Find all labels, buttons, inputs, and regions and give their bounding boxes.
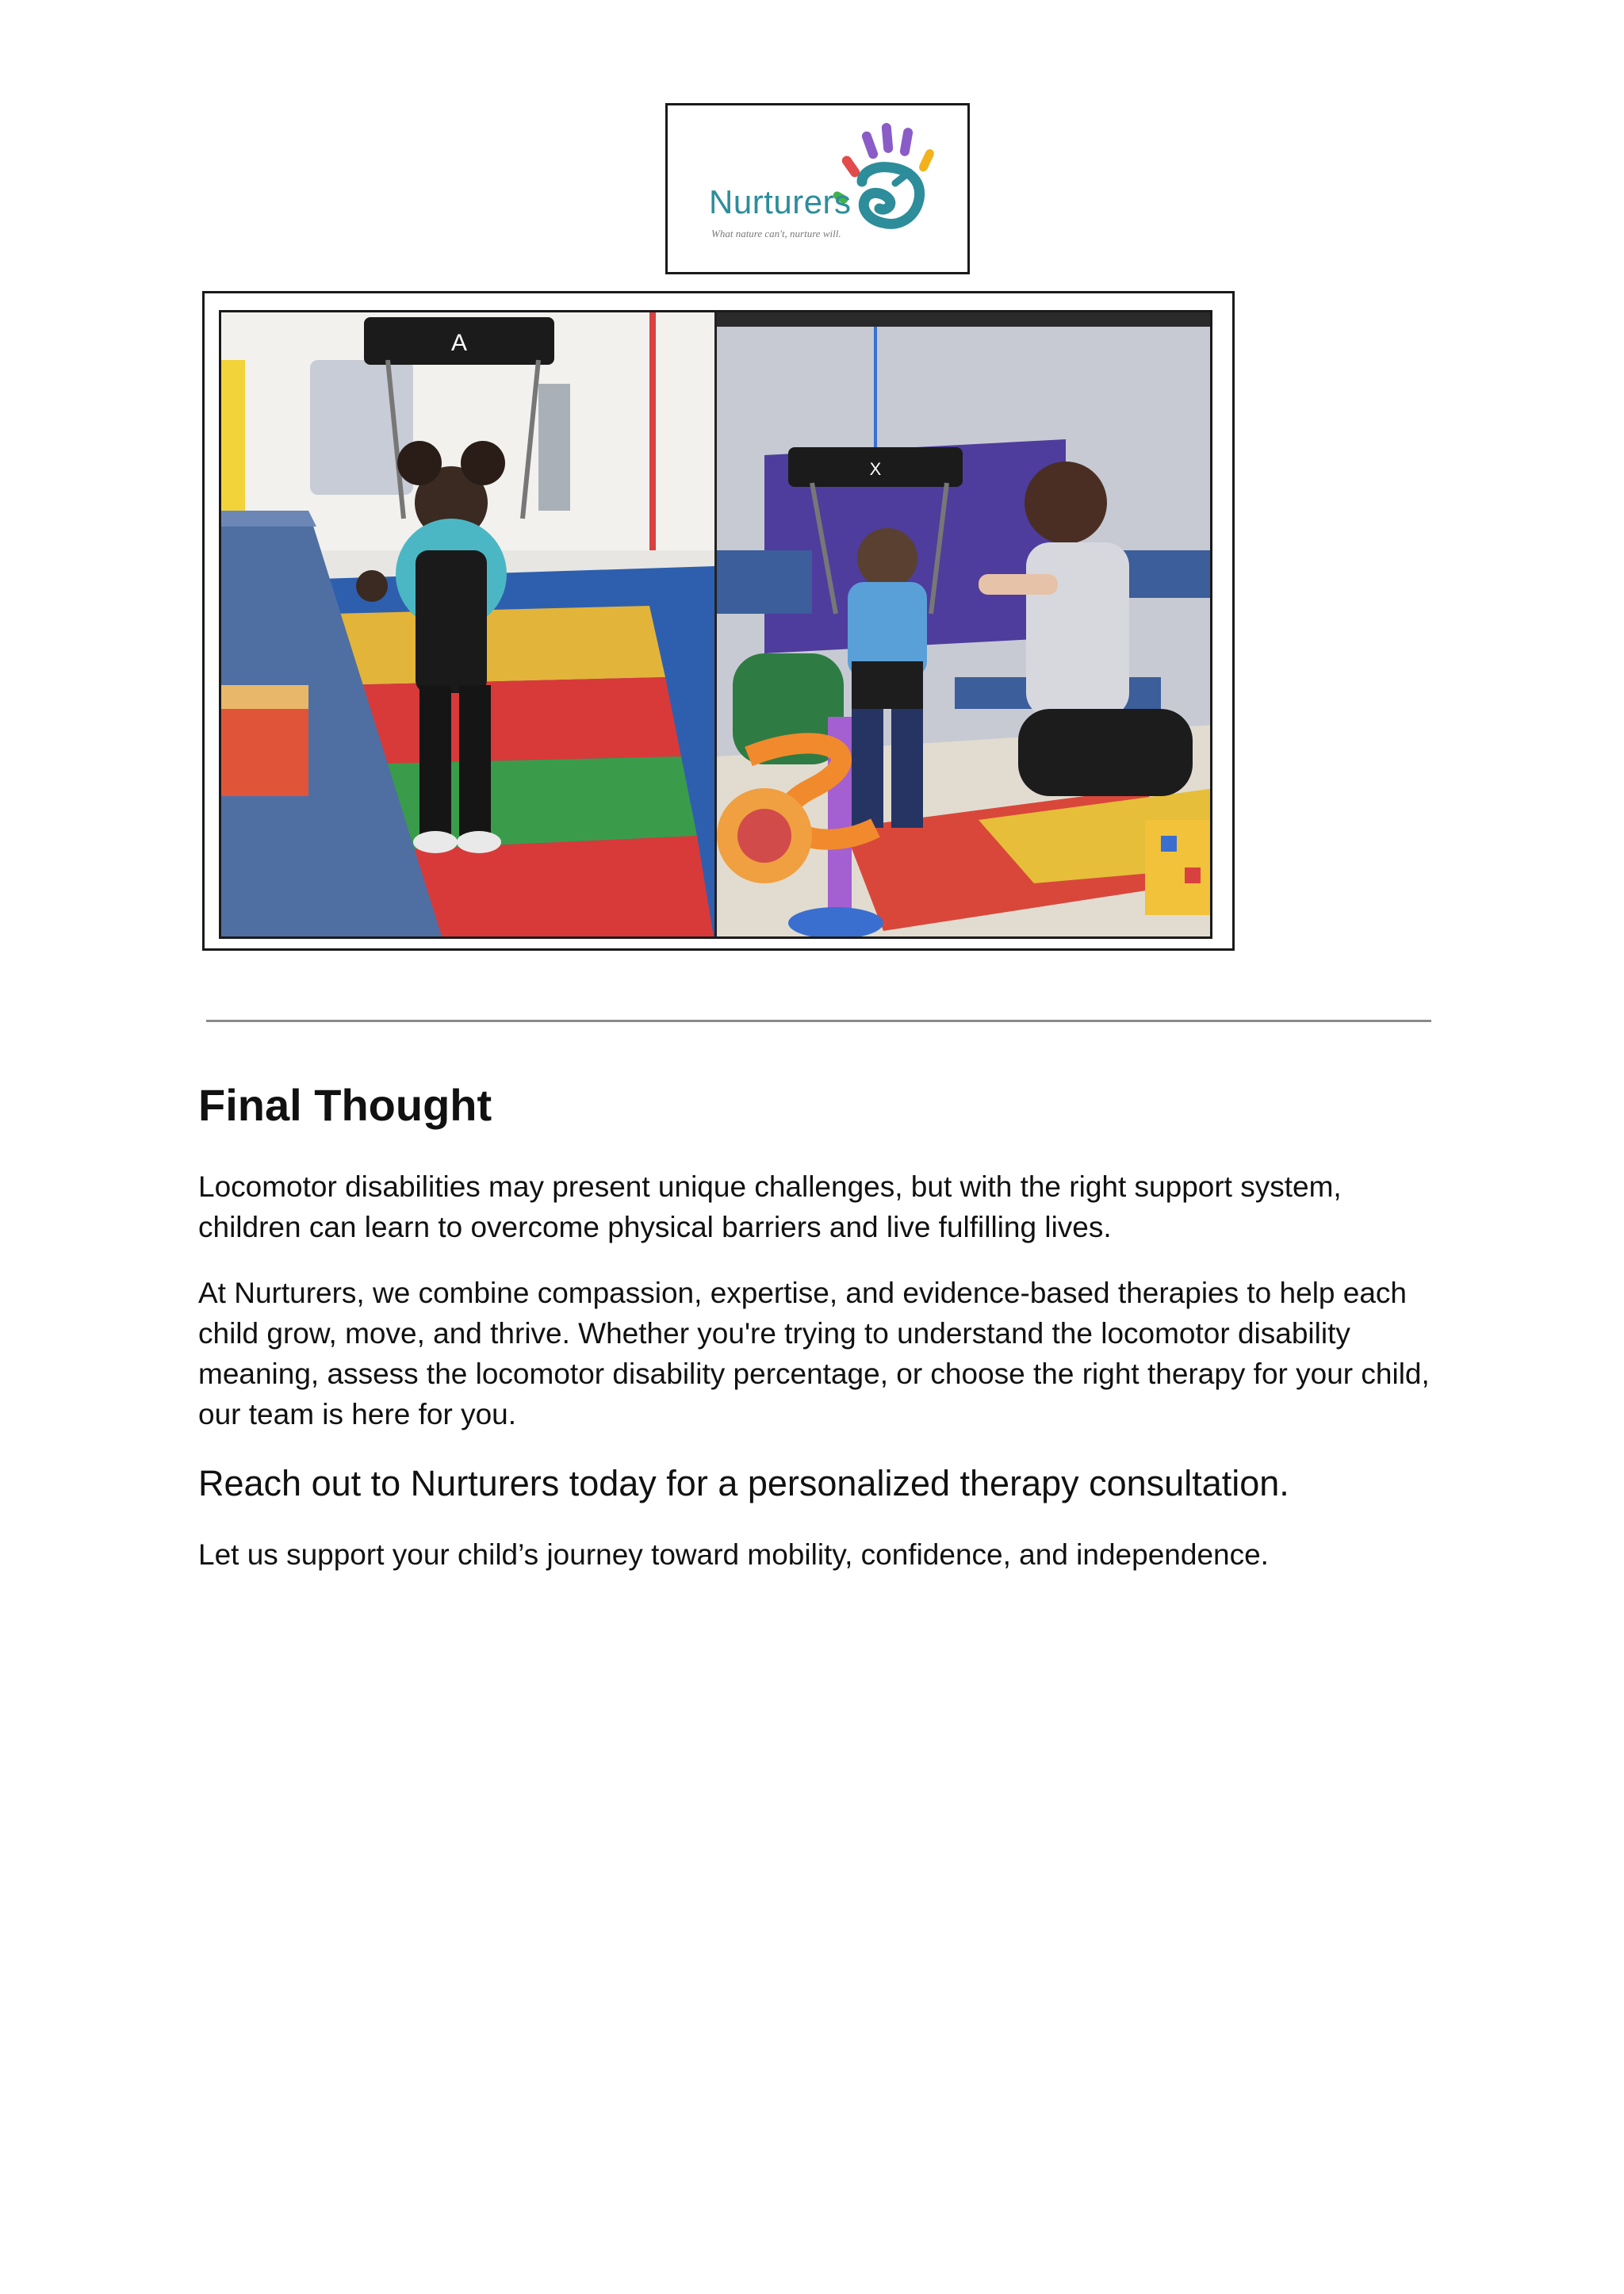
section-divider (206, 1020, 1431, 1022)
right-harness-label: X (869, 459, 882, 479)
therapy-photo-frame (202, 291, 1235, 951)
paragraph-nurturers: At Nurturers, we combine compassion, expertise, and evidence-based therapies to help each child grow, move, and thrive. Whether you're trying to understand the locomotor disability meaning, assess the locomotor disability percentage, or choose the right therapy for your child, our team is here for you. (198, 1277, 1430, 1431)
section-heading: Final Thought (198, 1080, 492, 1130)
logo-wordmark: Nurturers (709, 183, 852, 220)
left-harness-label: A (450, 330, 468, 356)
photo-right-therapist-session (717, 312, 1210, 936)
paragraph-closing: Let us support your child’s journey toward mobility, confidence, and independence. (198, 1538, 1269, 1572)
call-to-action: Reach out to Nurturers today for a personalized therapy consultation. (198, 1463, 1289, 1504)
right-scene-illustration (717, 312, 1210, 936)
left-scene-illustration (221, 312, 714, 936)
logo-tagline: What nature can't, nurture will. (711, 228, 841, 239)
therapy-photo (219, 310, 1212, 939)
article-content (198, 1078, 1435, 1575)
photo-left-child-harness (221, 312, 717, 936)
paragraph-intro: Locomotor disabilities may present unique challenges, but with the right support system, children can learn to overcome physical barriers and live fulfilling lives. (198, 1170, 1342, 1244)
nurturers-logo (665, 103, 970, 274)
